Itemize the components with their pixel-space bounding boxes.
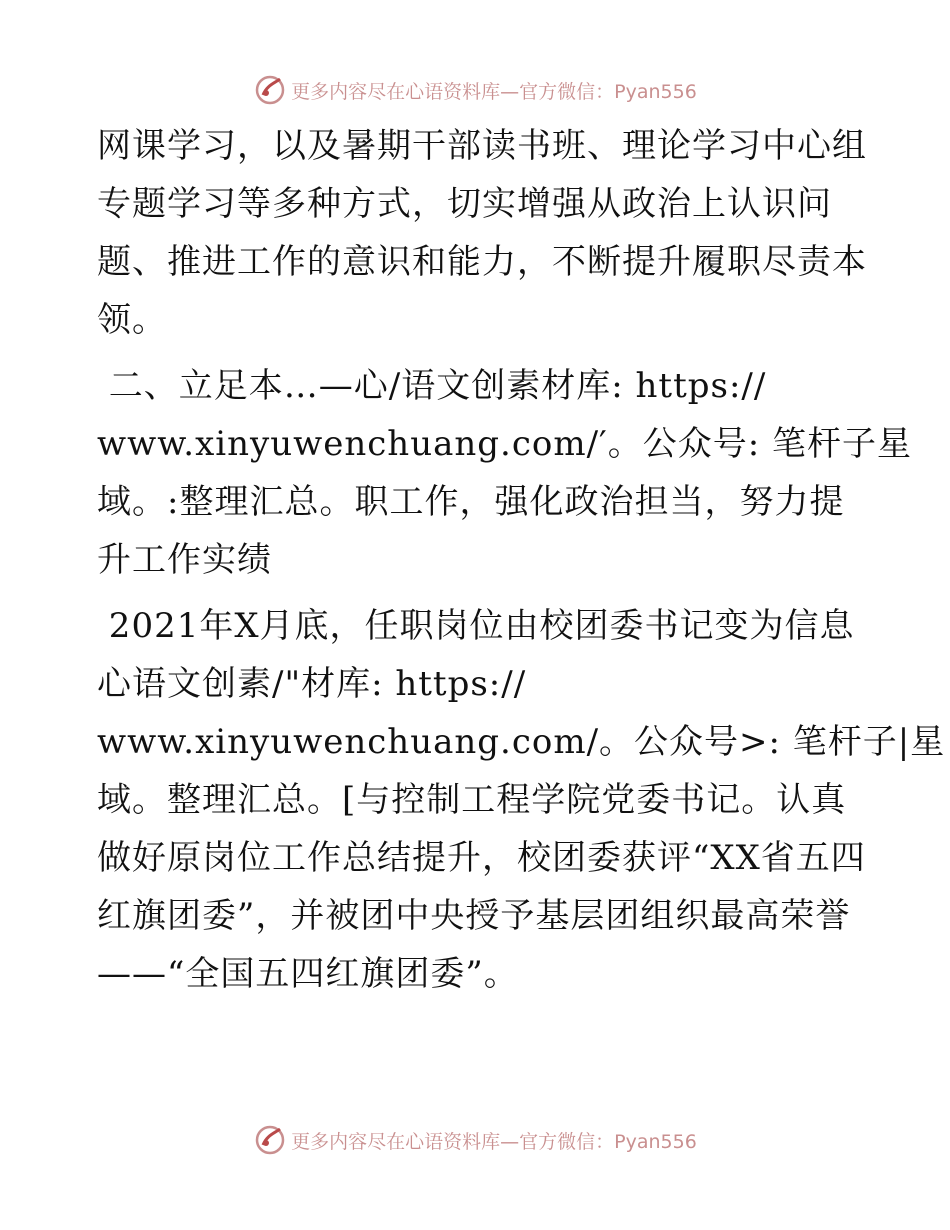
text-line: 红旗团委”，并被团中央授予基层团组织最高荣誉 — [97, 896, 851, 936]
footer-banner — [0, 1120, 950, 1160]
paragraph-1 — [97, 117, 877, 349]
text-line: www.xinyuwenchuang.com/。公众号>: 笔杆子|星 — [97, 722, 946, 762]
document-body — [97, 117, 946, 1003]
text-line: 心语文创素/"材库: https:// — [97, 664, 527, 704]
brand-logo-icon — [253, 1123, 287, 1157]
text-line: 专题学习等多种方式，切实增强从政治上认识问 — [97, 184, 832, 224]
header-banner-text: 更多内容尽在心语资料库—官方微信：Pyan556 — [291, 80, 697, 103]
text-line: 域。:整理汇总。职工作，强化政治担当，努力提 — [97, 482, 845, 522]
footer-banner-text: 更多内容尽在心语资料库—官方微信：Pyan556 — [291, 1130, 697, 1153]
brand-logo-icon — [253, 73, 287, 107]
text-line: www.xinyuwenchuang.com/′。公众号: 笔杆子星 — [97, 424, 913, 464]
text-line: 做好原岗位工作总结提升，校团委获评“XX省五四 — [97, 838, 866, 878]
text-line: 域。整理汇总。[与控制工程学院党委书记。认真 — [97, 780, 847, 820]
text-line: ——“全国五四红旗团委”。 — [97, 954, 519, 994]
text-line: 2021年X月底，任职岗位由校团委书记变为信息 — [97, 606, 855, 646]
header-banner — [0, 70, 950, 110]
text-line: 领。 — [97, 300, 167, 340]
text-line: 升工作实绩 — [97, 540, 272, 580]
text-line: 二、立足本…—心/语文创素材库: https:// — [97, 366, 767, 406]
text-line: 网课学习，以及暑期干部读书班、理论学习中心组 — [97, 126, 867, 166]
paragraph-2 — [97, 357, 913, 589]
paragraph-3 — [97, 597, 946, 1003]
text-line: 题、推进工作的意识和能力，不断提升履职尽责本 — [97, 242, 867, 282]
